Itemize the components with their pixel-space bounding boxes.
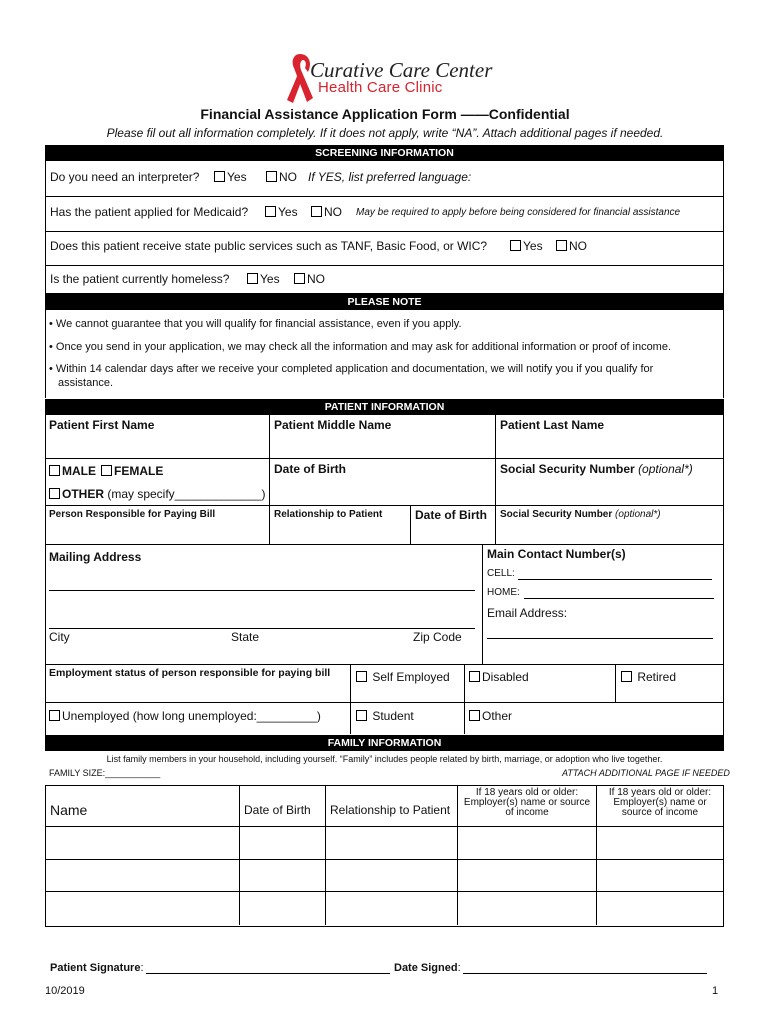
- email-field[interactable]: [487, 638, 713, 639]
- interpreter-yes-checkbox[interactable]: Yes: [214, 170, 247, 184]
- family-section-header: FAMILY INFORMATION: [45, 735, 724, 751]
- cell-label: CELL:: [487, 568, 515, 579]
- main-contact-label: Main Contact Number(s): [487, 547, 626, 561]
- home-label: HOME:: [487, 587, 520, 598]
- signature-label: Patient Signature:: [50, 962, 144, 974]
- form-instructions: Please fil out all information completely. If it does not apply, write “NA”. Attach additional pages if needed.: [106, 126, 664, 140]
- attach-note: ATTACH ADDITIONAL PAGE IF NEEDED: [562, 768, 730, 778]
- female-checkbox[interactable]: FEMALE: [101, 464, 163, 478]
- logo-title: Curative Care Center: [310, 58, 493, 82]
- relationship-label: Relationship to Patient: [274, 509, 383, 520]
- screening-section-header: SCREENING INFORMATION: [45, 145, 724, 161]
- state-label: State: [231, 630, 260, 644]
- unemployed-checkbox[interactable]: Unemployed (how long unemployed:_________): [49, 709, 321, 723]
- student-checkbox[interactable]: Student: [356, 709, 414, 723]
- col-employer-header-2: If 18 years old or older: Employer(s) name or source of income: [608, 787, 712, 818]
- cell-field[interactable]: [518, 579, 712, 580]
- family-instructions: List family members in your household, including yourself. “Family” includes people related by birth, marriage, or adoption who live together.: [106, 754, 663, 764]
- note-section-header: PLEASE NOTE: [45, 294, 724, 310]
- self-employed-checkbox[interactable]: Self Employed: [356, 670, 450, 684]
- last-name-label: Patient Last Name: [500, 418, 605, 432]
- disabled-checkbox[interactable]: Disabled: [469, 670, 529, 684]
- medicaid-yes-checkbox[interactable]: Yes: [265, 205, 298, 219]
- medicaid-row: [45, 197, 724, 232]
- language-hint: If YES, list preferred language:: [308, 170, 472, 184]
- ssn-label: Social Security Number (optional*): [500, 462, 693, 476]
- interpreter-row: [45, 161, 724, 197]
- other-status-checkbox[interactable]: Other: [469, 709, 512, 723]
- interpreter-question: Do you need an interpreter?: [50, 170, 200, 184]
- services-yes-checkbox[interactable]: Yes: [510, 239, 543, 253]
- note-bullet-3-cont: assistance.: [58, 377, 114, 389]
- note-bullet-1: • We cannot guarantee that you will qualify for financial assistance, even if you apply.: [49, 318, 462, 330]
- homeless-row: [45, 266, 724, 294]
- note-bullet-3: • Within 14 calendar days after we receive your completed application and documentation, we will notify you if you qualify for: [49, 363, 654, 375]
- date-signed-label: Date Signed:: [394, 962, 461, 974]
- services-row: [45, 232, 724, 266]
- mailing-line-2[interactable]: [49, 628, 475, 629]
- col-employer-header-1: If 18 years old or older: Employer(s) name or source of income: [463, 787, 591, 818]
- zip-label: Zip Code: [413, 630, 462, 644]
- first-name-label: Patient First Name: [49, 418, 155, 432]
- home-field[interactable]: [524, 598, 714, 599]
- email-label: Email Address:: [487, 606, 568, 620]
- medicaid-no-checkbox[interactable]: NO: [311, 205, 342, 219]
- dob-label: Date of Birth: [274, 462, 346, 476]
- dob2-label: Date of Birth: [415, 508, 487, 522]
- family-size-label: FAMILY SIZE:___________: [49, 768, 161, 778]
- date-signed-field[interactable]: [463, 973, 707, 974]
- homeless-question: Is the patient currently homeless?: [50, 272, 230, 286]
- other-gender-checkbox[interactable]: OTHER (may specify_____________): [49, 487, 265, 501]
- form-revision-date: 10/2019: [45, 985, 85, 997]
- city-label: City: [49, 630, 70, 644]
- page-number: 1: [712, 985, 719, 997]
- middle-name-label: Patient Middle Name: [274, 418, 392, 432]
- col-name-header: Name: [50, 802, 88, 818]
- ssn2-label: Social Security Number (optional*): [500, 509, 661, 520]
- services-no-checkbox[interactable]: NO: [556, 239, 587, 253]
- col-dob-header: Date of Birth: [244, 803, 311, 817]
- employment-label: Employment status of person responsible for paying bill: [49, 667, 331, 679]
- logo-subtitle: Health Care Clinic: [318, 79, 443, 96]
- medicaid-question: Has the patient applied for Medicaid?: [50, 205, 249, 219]
- responsible-label: Person Responsible for Paying Bill: [49, 509, 216, 520]
- retired-checkbox[interactable]: Retired: [621, 670, 676, 684]
- male-checkbox[interactable]: MALE: [49, 464, 96, 478]
- services-question: Does this patient receive state public services such as TANF, Basic Food, or WIC?: [50, 239, 488, 253]
- medicaid-note: May be required to apply before being considered for financial assistance: [356, 207, 681, 218]
- homeless-yes-checkbox[interactable]: Yes: [247, 272, 280, 286]
- patient-section-header: PATIENT INFORMATION: [45, 399, 724, 415]
- col-relationship-header: Relationship to Patient: [330, 803, 451, 817]
- note-bullet-2: • Once you send in your application, we may check all the information and may ask for additional information or proof of income.: [49, 341, 672, 353]
- homeless-no-checkbox[interactable]: NO: [294, 272, 325, 286]
- mailing-line-1[interactable]: [49, 590, 475, 591]
- mailing-address-label: Mailing Address: [49, 550, 142, 564]
- form-title: Financial Assistance Application Form ——Confidential: [200, 106, 570, 122]
- interpreter-no-checkbox[interactable]: NO: [266, 170, 297, 184]
- signature-field[interactable]: [146, 973, 390, 974]
